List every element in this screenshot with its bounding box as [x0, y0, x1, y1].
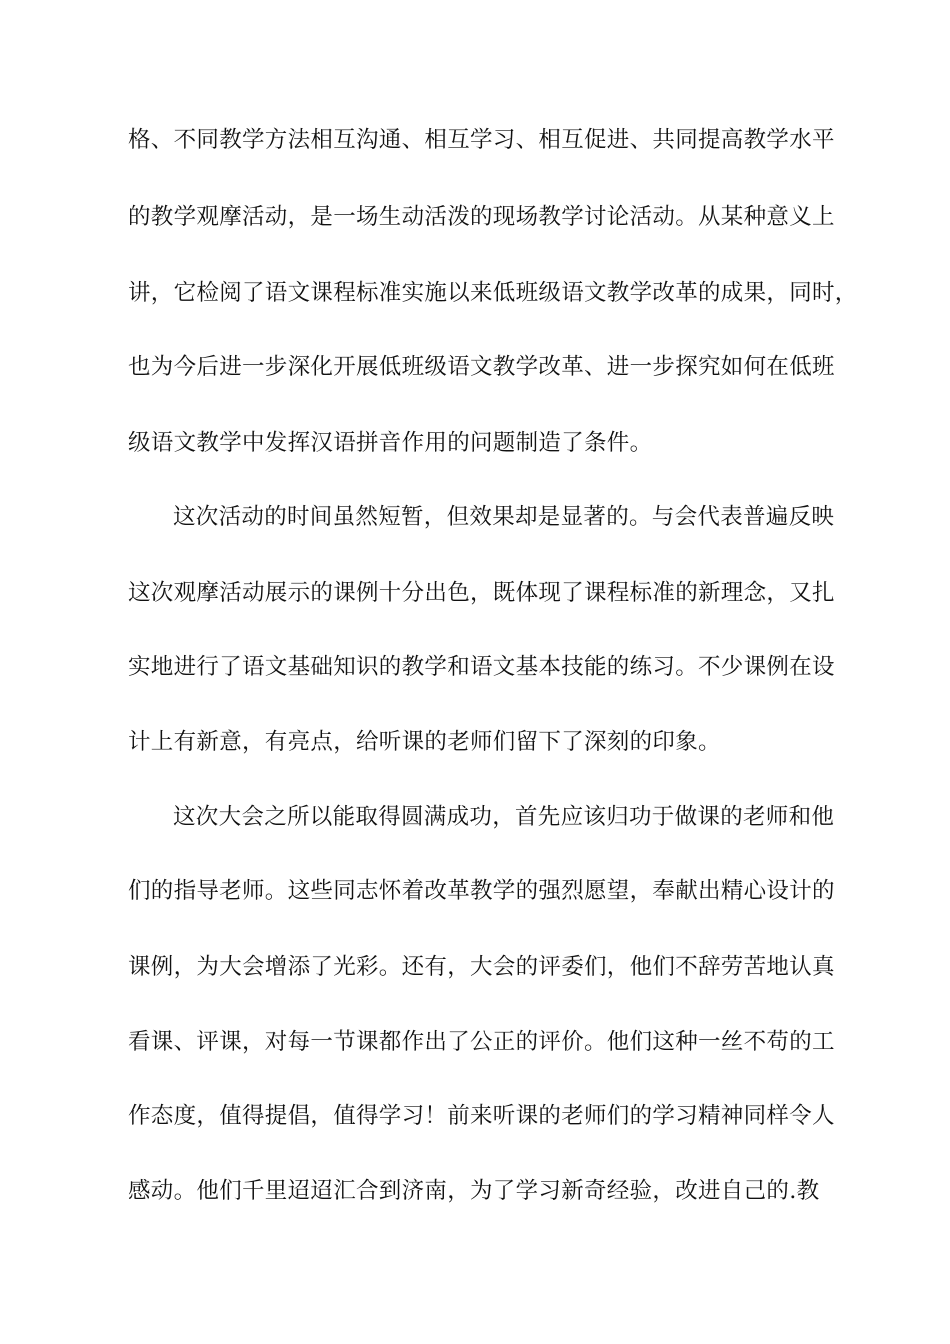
text-line: 们的指导老师。这些同志怀着改革教学的强烈愿望，奉献出精心设计的: [128, 878, 835, 904]
paragraph-first-line: 这次活动的时间虽然短暂，但效果却是显著的。与会代表普遍反映: [173, 504, 835, 530]
text-line: 实地进行了语文基础知识的教学和语文基本技能的练习。不少课例在设: [128, 654, 835, 680]
text-line: 也为今后进一步深化开展低班级语文教学改革、进一步探究如何在低班: [128, 354, 835, 380]
text-line: 讲，它检阅了语文课程标准实施以来低班级语文教学改革的成果，同时，: [128, 280, 858, 306]
text-line: 感动。他们千里迢迢汇合到济南，为了学习新奇经验，改进自己的.教: [128, 1178, 820, 1204]
text-line: 格、不同教学方法相互沟通、相互学习、相互促进、共同提高教学水平: [128, 127, 835, 153]
text-line: 级语文教学中发挥汉语拼音作用的问题制造了条件。: [128, 430, 653, 456]
text-line: 的教学观摩活动，是一场生动活泼的现场教学讨论活动。从某种意义上: [128, 204, 835, 230]
text-line: 这次观摩活动展示的课例十分出色，既体现了课程标准的新理念，又扎: [128, 580, 835, 606]
paragraph-first-line: 这次大会之所以能取得圆满成功，首先应该归功于做课的老师和他: [173, 804, 835, 830]
text-line: 计上有新意，有亮点，给听课的老师们留下了深刻的印象。: [128, 729, 721, 755]
text-line: 作态度，值得提倡，值得学习！前来听课的老师们的学习精神同样令人: [128, 1103, 835, 1129]
text-line: 看课、评课，对每一节课都作出了公正的评价。他们这种一丝不苟的工: [128, 1029, 835, 1055]
text-line: 课例，为大会增添了光彩。还有，大会的评委们，他们不辞劳苦地认真: [128, 954, 835, 980]
